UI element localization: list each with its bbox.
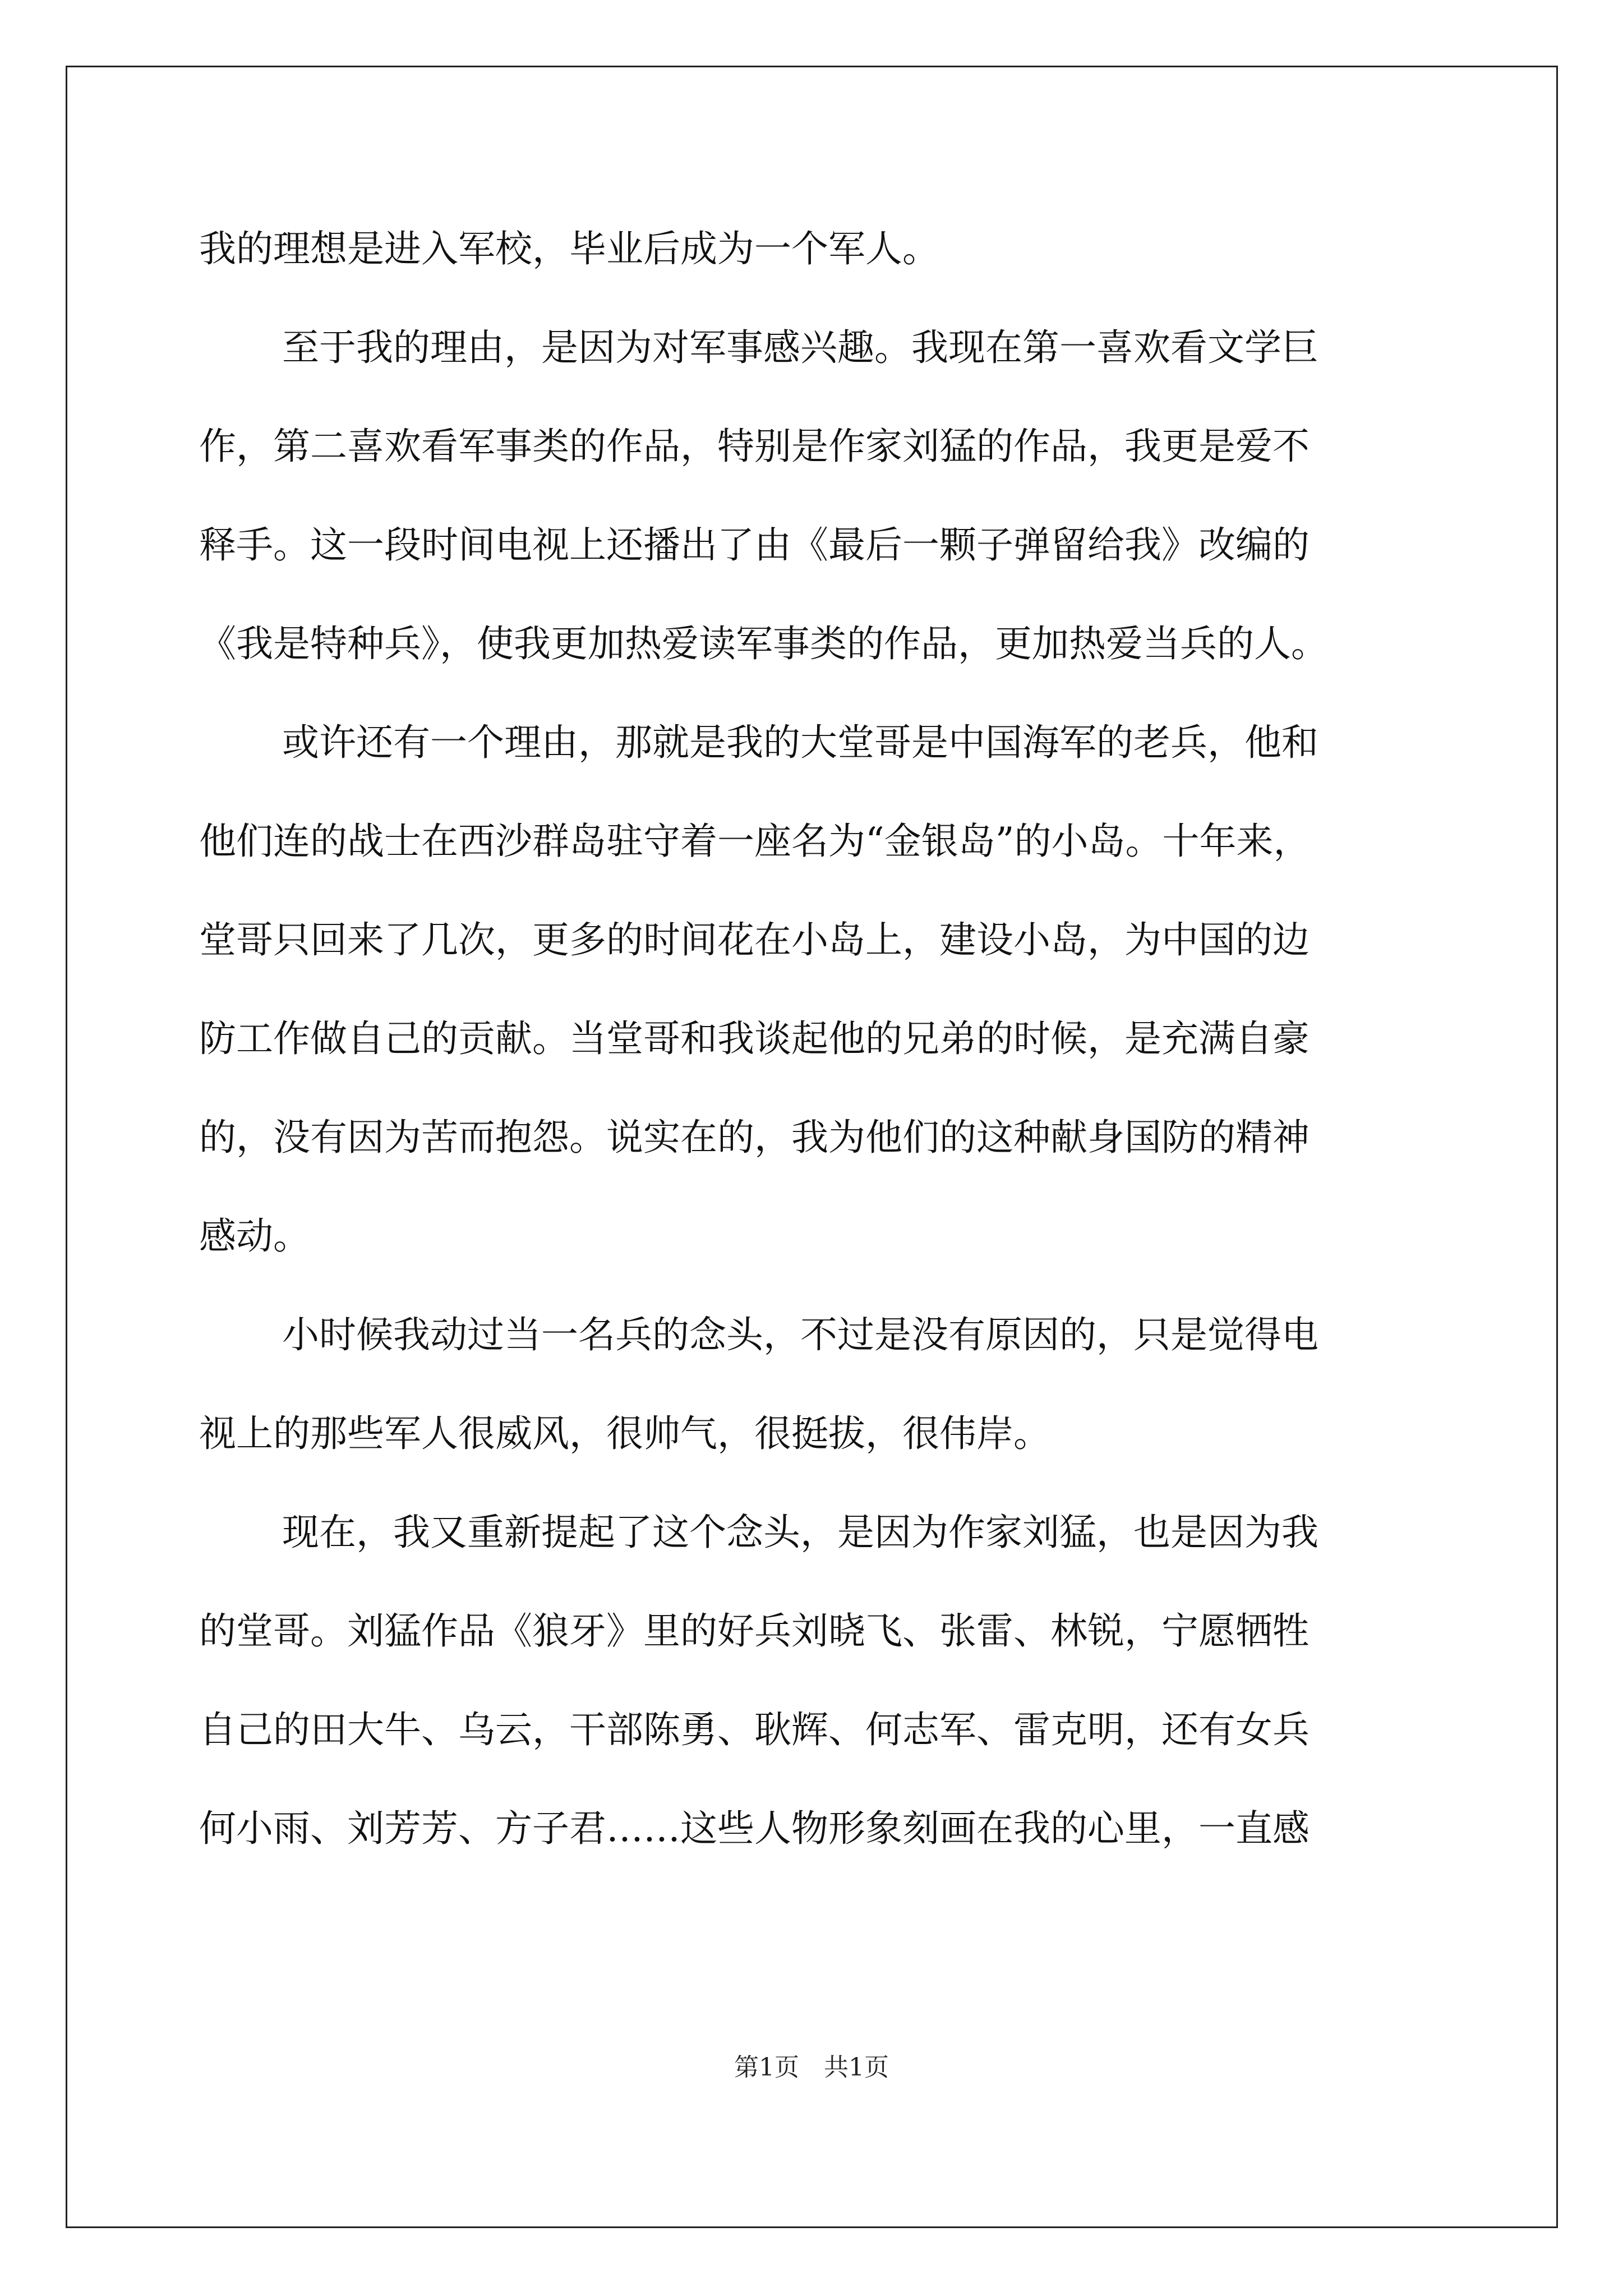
- text-line: 防工作做自己的贡献。当堂哥和我谈起他的兄弟的时候，是充满自豪: [199, 1017, 1310, 1060]
- text-line: 《我是特种兵》，使我更加热爱读军事类的作品，更加热爱当兵的人。: [199, 622, 1328, 665]
- page-total: 共1页: [824, 2053, 889, 2082]
- text-line: 我的理想是进入军校，毕业后成为一个军人。: [199, 227, 939, 270]
- text-line: 现在，我又重新提起了这个念头，是因为作家刘猛，也是因为我: [282, 1511, 1318, 1554]
- text-line: 何小雨、刘芳芳、方子君……这些人物形象刻画在我的心里，一直感: [199, 1807, 1310, 1850]
- text-line: 或许还有一个理由，那就是我的大堂哥是中国海军的老兵，他和: [282, 721, 1318, 764]
- text-line: 感动。: [199, 1214, 310, 1258]
- page-number: 第1页: [734, 2053, 799, 2082]
- text-line: 的，没有因为苦而抱怨。说实在的，我为他们的这种献身国防的精神: [199, 1116, 1310, 1159]
- text-line: 小时候我动过当一名兵的念头，不过是没有原因的，只是觉得电: [282, 1313, 1318, 1356]
- text-line: 的堂哥。刘猛作品《狼牙》里的好兵刘晓飞、张雷、林锐，宁愿牺牲: [199, 1609, 1310, 1653]
- text-line: 自己的田大牛、乌云，干部陈勇、耿辉、何志军、雷克明，还有女兵: [199, 1708, 1310, 1751]
- text-line: 释手。这一段时间电视上还播出了由《最后一颗子弹留给我》改编的: [199, 523, 1310, 567]
- text-line: 他们连的战士在西沙群岛驻守着一座名为“金银岛”的小岛。十年来，: [199, 820, 1311, 863]
- text-line: 至于我的理由，是因为对军事感兴趣。我现在第一喜欢看文学巨: [282, 326, 1318, 369]
- text-line: 视上的那些军人很威风，很帅气，很挺拔，很伟岸。: [199, 1412, 1050, 1455]
- text-line: 作，第二喜欢看军事类的作品，特别是作家刘猛的作品，我更是爱不: [199, 425, 1310, 468]
- text-line: 堂哥只回来了几次，更多的时间花在小岛上，建设小岛，为中国的边: [199, 918, 1310, 961]
- page-footer: [0, 2052, 1623, 2083]
